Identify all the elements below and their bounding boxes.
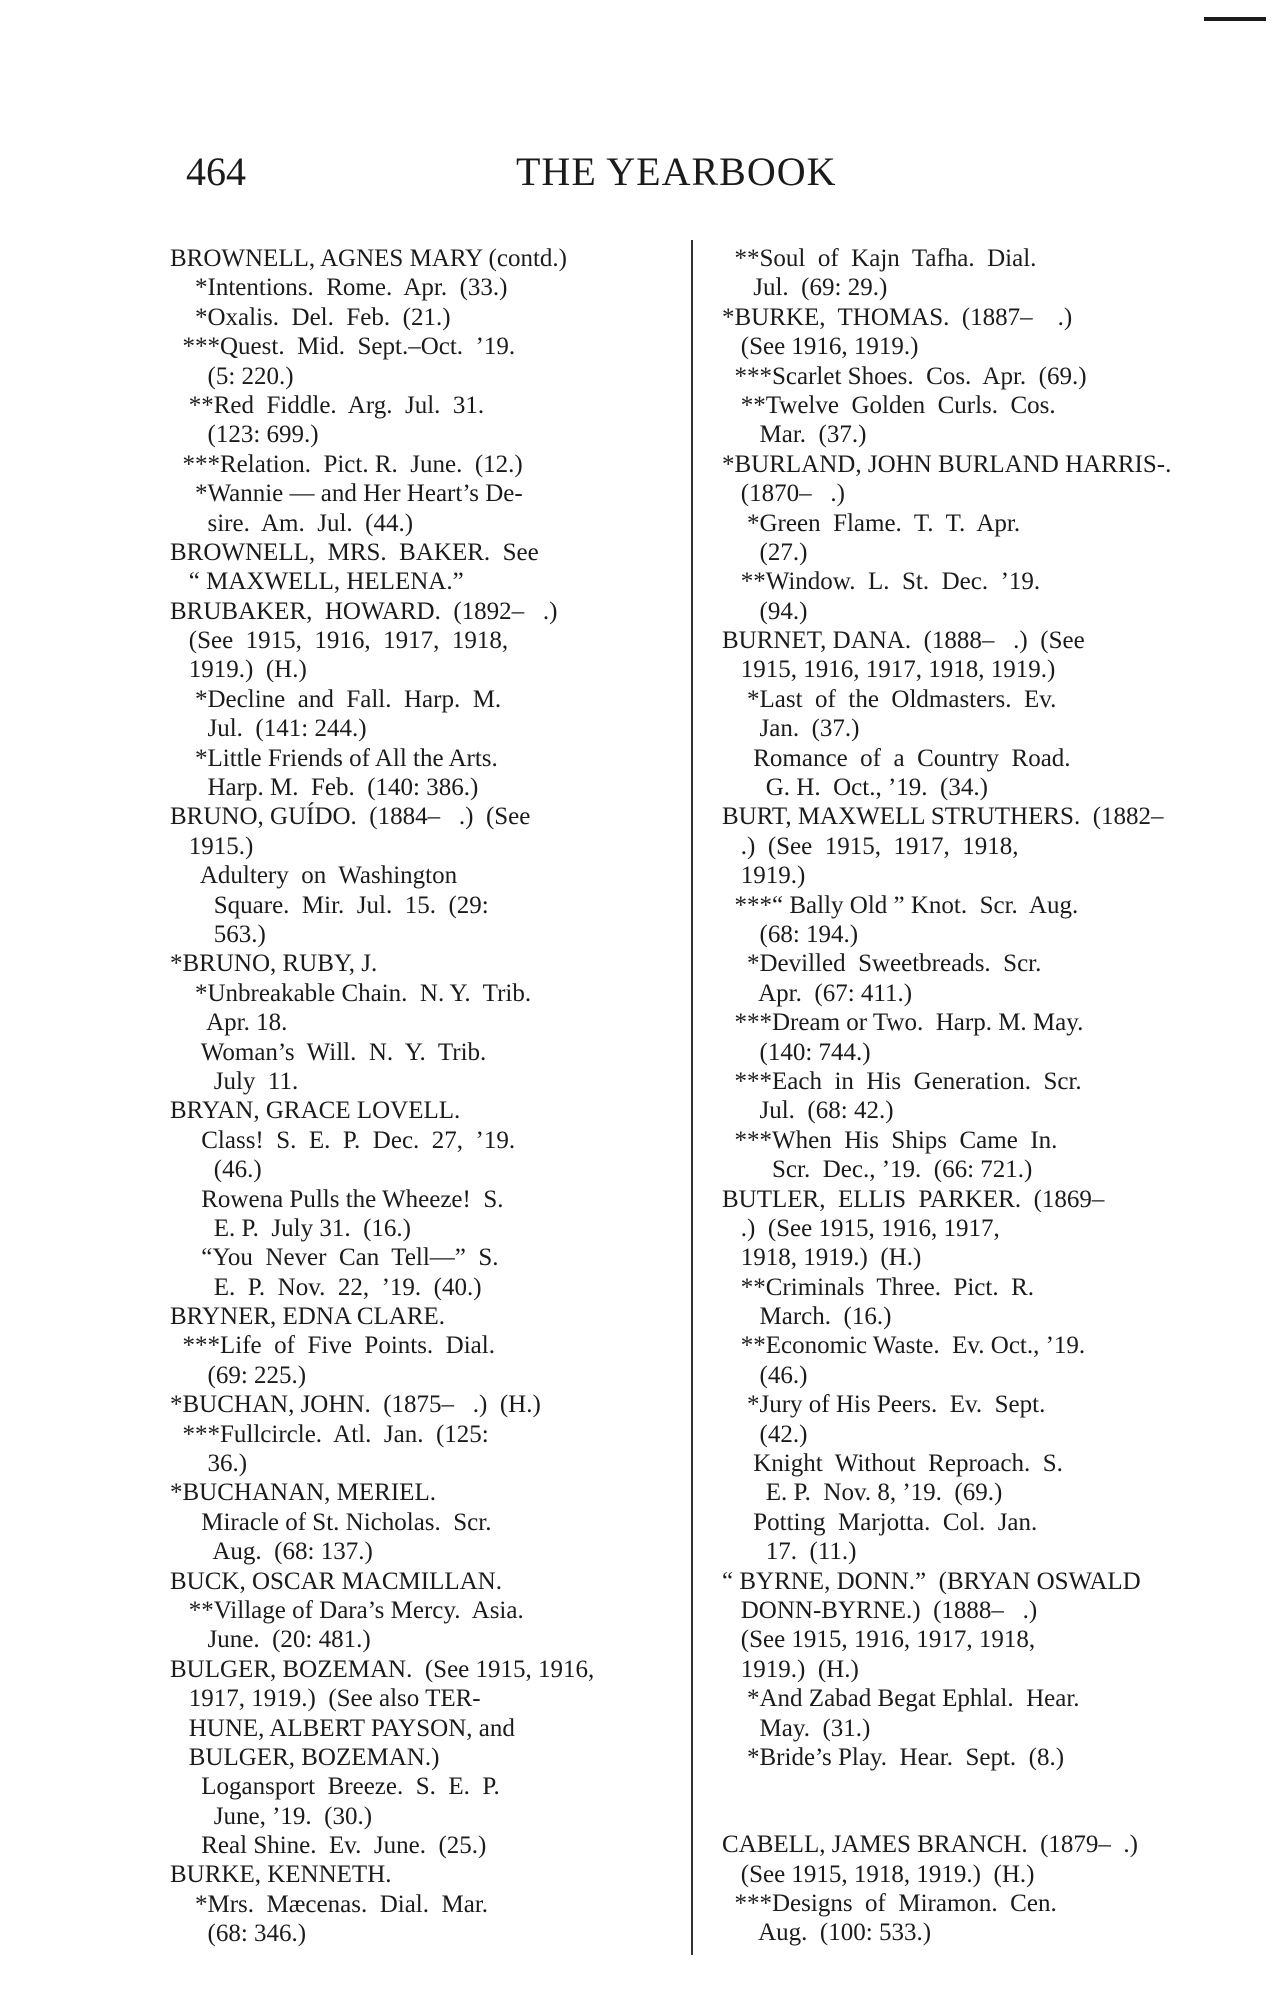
- entry-line: **Criminals Three. Pict. R.: [722, 1273, 1035, 1301]
- entry-line: *Mrs. Mæcenas. Dial. Mar.: [170, 1890, 489, 1918]
- entry-line: *Green Flame. T. T. Apr.: [722, 509, 1021, 537]
- entry-line: BROWNELL, MRS. BAKER. See: [170, 538, 539, 566]
- entry-line: BRUNO, GUÍDO. (1884– .) (See: [170, 803, 531, 831]
- entry-line: **Economic Waste. Ev. Oct., ’19.: [722, 1332, 1086, 1360]
- entry-line: 17. (11.): [722, 1538, 857, 1566]
- entry-line: *Decline and Fall. Harp. M.: [170, 685, 502, 713]
- entry-line: (See 1915, 1916, 1917, 1918,: [722, 1626, 1036, 1654]
- entry-line: 1919.) (H.): [170, 656, 307, 684]
- entry-line: (68: 346.): [170, 1920, 307, 1948]
- entry-line: *Unbreakable Chain. N. Y. Trib.: [170, 979, 532, 1007]
- entry-line: *Intentions. Rome. Apr. (33.): [170, 274, 508, 302]
- entry-line: Jul. (68: 42.): [722, 1097, 894, 1125]
- entry-line: Aug. (100: 533.): [722, 1919, 932, 1947]
- entry-line: (See 1915, 1916, 1917, 1918,: [170, 627, 509, 655]
- entry-line: *And Zabad Begat Ephlal. Hear.: [722, 1685, 1080, 1713]
- entry-line: (See 1915, 1918, 1919.) (H.): [722, 1860, 1035, 1888]
- entry-line: BROWNELL, AGNES MARY (contd.): [170, 245, 567, 272]
- entry-line: 1917, 1919.) (See also TER-: [170, 1685, 481, 1713]
- entry-line: CABELL, JAMES BRANCH. (1879– .): [722, 1831, 1138, 1859]
- entry-line: ***Dream or Two. Harp. M. May.: [722, 1009, 1084, 1037]
- section-gap: [722, 1772, 1216, 1830]
- entry-line: (46.): [170, 1156, 262, 1184]
- entry-line: “ BYRNE, DONN.” (BRYAN OSWALD: [722, 1567, 1141, 1595]
- entry-line: BRYNER, EDNA CLARE.: [170, 1303, 446, 1331]
- entry-line: **Window. L. St. Dec. ’19.: [722, 568, 1041, 596]
- entry-line: Adultery on Washington: [170, 862, 458, 890]
- entry-line: Potting Marjotta. Col. Jan.: [722, 1508, 1038, 1536]
- entry-line: ***“ Bally Old ” Knot. Scr. Aug.: [722, 891, 1079, 919]
- entry-line: .) (See 1915, 1916, 1917,: [722, 1214, 1000, 1242]
- entry-line: DONN-BYRNE.) (1888– .): [722, 1596, 1038, 1624]
- entry-line: 1919.) (H.): [722, 1655, 859, 1683]
- entry-line: *Little Friends of All the Arts.: [170, 744, 498, 772]
- entry-line: Woman’s Will. N. Y. Trib.: [170, 1038, 487, 1066]
- entry-line: BRUBAKER, HOWARD. (1892– .): [170, 597, 558, 625]
- left-column: [170, 244, 668, 1949]
- entry-line: *BURLAND, JOHN BURLAND HARRIS-.: [722, 450, 1172, 478]
- entry-line: 563.): [170, 920, 266, 948]
- entry-line: *Oxalis. Del. Feb. (21.): [170, 303, 451, 331]
- entry-line: BULGER, BOZEMAN. (See 1915, 1916,: [170, 1655, 595, 1683]
- entry-line: (69: 225.): [170, 1361, 307, 1389]
- entry-line: *BUCHANAN, MERIEL.: [170, 1479, 436, 1507]
- entry-line: BRYAN, GRACE LOVELL.: [170, 1097, 461, 1125]
- entry-line: **Twelve Golden Curls. Cos.: [722, 391, 1056, 419]
- entry-line: “ MAXWELL, HELENA.”: [170, 568, 464, 596]
- entry-line: **Soul of Kajn Tafha. Dial.: [722, 245, 1037, 272]
- entry-line: Logansport Breeze. S. E. P.: [170, 1773, 500, 1801]
- entry-line: BUCK, OSCAR MACMILLAN.: [170, 1567, 502, 1595]
- entry-line: “You Never Can Tell—” S.: [170, 1244, 499, 1272]
- entry-line: Class! S. E. P. Dec. 27, ’19.: [170, 1126, 516, 1154]
- entry-line: HUNE, ALBERT PAYSON, and: [170, 1714, 515, 1742]
- entry-line: Apr. (67: 411.): [722, 979, 913, 1007]
- entry-line: (See 1916, 1919.): [722, 333, 919, 361]
- entry-line: E. P. Nov. 22, ’19. (40.): [170, 1273, 482, 1301]
- entry-line: BURNET, DANA. (1888– .) (See: [722, 627, 1085, 655]
- running-title: THE YEARBOOK: [516, 149, 837, 194]
- entry-line: June, ’19. (30.): [170, 1802, 373, 1830]
- entry-line: ***Each in His Generation. Scr.: [722, 1067, 1082, 1095]
- entry-line: Aug. (68: 137.): [170, 1538, 373, 1566]
- entry-line: Knight Without Reproach. S.: [722, 1450, 1063, 1478]
- entry-line: ***Quest. Mid. Sept.–Oct. ’19.: [170, 333, 516, 361]
- entry-line: March. (16.): [722, 1303, 892, 1331]
- entry-line: Mar. (37.): [722, 421, 867, 449]
- entry-line: Romance of a Country Road.: [722, 744, 1071, 772]
- entry-line: 36.): [170, 1450, 248, 1478]
- entry-line: ***Life of Five Points. Dial.: [170, 1332, 495, 1360]
- entry-line: BULGER, BOZEMAN.): [170, 1743, 440, 1771]
- entry-line: E. P. Nov. 8, ’19. (69.): [722, 1479, 1003, 1507]
- entry-line: BURT, MAXWELL STRUTHERS. (1882–: [722, 803, 1164, 831]
- entry-line: (5: 220.): [170, 362, 294, 390]
- entry-line: ***Designs of Miramon. Cen.: [722, 1890, 1057, 1918]
- entry-line: (68: 194.): [722, 920, 859, 948]
- entry-line: *BUCHAN, JOHN. (1875– .) (H.): [170, 1391, 541, 1419]
- entry-line: (46.): [722, 1361, 808, 1389]
- entry-line: G. H. Oct., ’19. (34.): [722, 774, 988, 802]
- corner-rule: [1204, 17, 1266, 21]
- entry-line: *Jury of His Peers. Ev. Sept.: [722, 1391, 1046, 1419]
- entry-line: **Red Fiddle. Arg. Jul. 31.: [170, 391, 485, 419]
- entry-line: *Last of the Oldmasters. Ev.: [722, 685, 1057, 713]
- entry-line: July 11.: [170, 1067, 299, 1095]
- entry-line: 1915.): [170, 832, 254, 860]
- entry-line: Scr. Dec., ’19. (66: 721.): [722, 1156, 1033, 1184]
- entry-line: *Devilled Sweetbreads. Scr.: [722, 950, 1042, 978]
- entry-line: Harp. M. Feb. (140: 386.): [170, 774, 479, 802]
- entry-line: *Bride’s Play. Hear. Sept. (8.): [722, 1743, 1065, 1771]
- right-column: [722, 244, 1216, 1948]
- entry-line: ***When His Ships Came In.: [722, 1126, 1058, 1154]
- entry-line: June. (20: 481.): [170, 1626, 371, 1654]
- entry-line: *Wannie — and Her Heart’s De-: [170, 480, 523, 508]
- entry-line: 1918, 1919.) (H.): [722, 1244, 922, 1272]
- entry-line: ***Fullcircle. Atl. Jan. (125:: [170, 1420, 489, 1448]
- entry-line: (27.): [722, 538, 808, 566]
- entry-line: (42.): [722, 1420, 808, 1448]
- entry-line: May. (31.): [722, 1714, 871, 1742]
- entry-line: (140: 744.): [722, 1038, 871, 1066]
- entry-line: (123: 699.): [170, 421, 319, 449]
- entry-line: Apr. 18.: [170, 1009, 288, 1037]
- entry-line: E. P. July 31. (16.): [170, 1214, 411, 1242]
- entry-line: sire. Am. Jul. (44.): [170, 509, 414, 537]
- entry-line: *BRUNO, RUBY, J.: [170, 950, 378, 978]
- entry-line: Jan. (37.): [722, 715, 860, 743]
- page-number: 464: [186, 149, 246, 194]
- entry-line: **Village of Dara’s Mercy. Asia.: [170, 1596, 524, 1624]
- column-divider: [691, 240, 693, 1955]
- entry-line: BUTLER, ELLIS PARKER. (1869–: [722, 1185, 1105, 1213]
- entry-line: Jul. (69: 29.): [722, 274, 888, 302]
- entry-line: ***Relation. Pict. R. June. (12.): [170, 450, 523, 478]
- entry-line: Real Shine. Ev. June. (25.): [170, 1832, 487, 1860]
- entry-line: ***Scarlet Shoes. Cos. Apr. (69.): [722, 362, 1087, 390]
- entry-line: 1915, 1916, 1917, 1918, 1919.): [722, 656, 1056, 684]
- entry-line: Jul. (141: 244.): [170, 715, 367, 743]
- entry-line: Rowena Pulls the Wheeze! S.: [170, 1185, 504, 1213]
- entry-line: (1870– .): [722, 480, 845, 508]
- entry-line: 1919.): [722, 862, 806, 890]
- entry-line: Square. Mir. Jul. 15. (29:: [170, 891, 489, 919]
- entry-line: *BURKE, THOMAS. (1887– .): [722, 303, 1073, 331]
- entry-line: .) (See 1915, 1917, 1918,: [722, 832, 1019, 860]
- entry-line: BURKE, KENNETH.: [170, 1861, 392, 1889]
- entry-line: Miracle of St. Nicholas. Scr.: [170, 1508, 492, 1536]
- entry-line: (94.): [722, 597, 808, 625]
